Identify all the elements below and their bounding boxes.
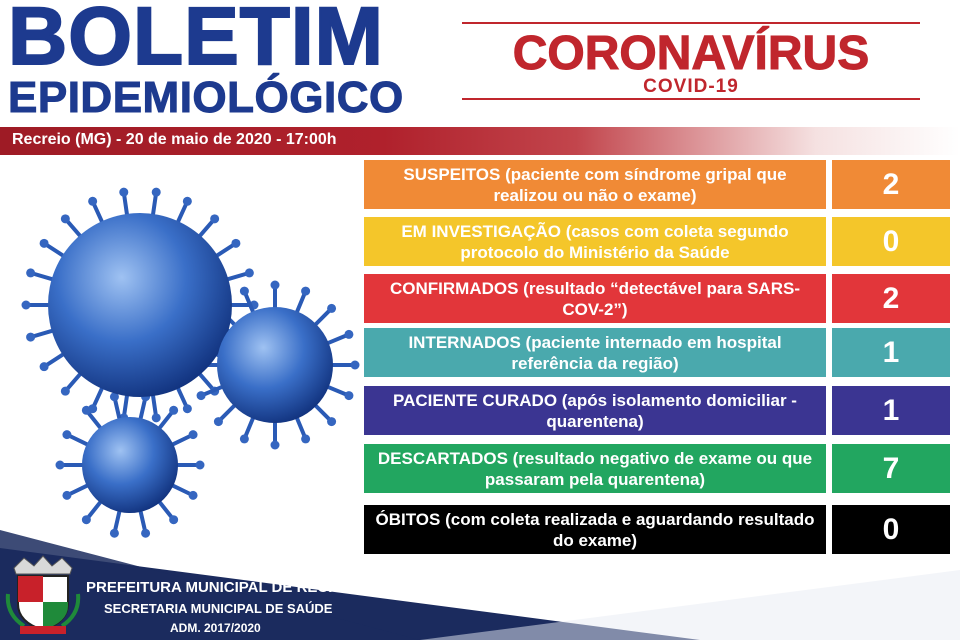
- stat-row: [364, 217, 950, 266]
- stat-row: [364, 160, 950, 209]
- divider-top: [462, 22, 920, 24]
- stat-row: [364, 274, 950, 323]
- footer-health-secretariat: SECRETARIA MUNICIPAL DE SAÚDE: [104, 601, 333, 616]
- stat-label: EM INVESTIGAÇÃO (casos com coleta segundo protocolo do Ministério da Saúde: [364, 217, 826, 266]
- municipal-crest-icon: [4, 554, 82, 636]
- footer-city-hall: PREFEITURA MUNICIPAL DE RECREIO: [86, 579, 365, 596]
- stat-value: 2: [832, 274, 950, 323]
- bulletin-subtitle: EPIDEMIOLÓGICO: [8, 73, 404, 122]
- disease-subtitle: COVID-19: [643, 76, 739, 97]
- disease-title: CORONAVÍRUS: [512, 27, 870, 80]
- stat-value: 0: [832, 217, 950, 266]
- stat-label: PACIENTE CURADO (após isolamento domiciliar - quarentena): [364, 386, 826, 435]
- stat-label: CONFIRMADOS (resultado “detectável para SARS-COV-2”): [364, 274, 826, 323]
- footer-administration: ADM. 2017/2020: [170, 621, 261, 635]
- stat-label: SUSPEITOS (paciente com síndrome gripal que realizou ou não o exame): [364, 160, 826, 209]
- virus-small: [82, 417, 178, 513]
- virus-large: [48, 213, 232, 397]
- stat-row: [364, 386, 950, 435]
- bulletin-title: BOLETIM: [8, 0, 384, 82]
- stat-value: 0: [832, 505, 950, 554]
- stat-label: DESCARTADOS (resultado negativo de exame ou que passaram pela quarentena): [364, 444, 826, 493]
- stat-value: 1: [832, 386, 950, 435]
- dateline-text: Recreio (MG) - 20 de maio de 2020 - 17:00h: [12, 131, 337, 148]
- coronavirus-illustration: [0, 160, 370, 550]
- stat-row: [364, 328, 950, 377]
- stat-label: INTERNADOS (paciente internado em hospital referência da região): [364, 328, 826, 377]
- virus-medium: [217, 307, 333, 423]
- stat-label: ÓBITOS (com coleta realizada e aguardando resultado do exame): [364, 505, 826, 554]
- stat-value: 2: [832, 160, 950, 209]
- stat-value: 1: [832, 328, 950, 377]
- stat-value: 7: [832, 444, 950, 493]
- stat-row: [364, 444, 950, 493]
- dateline-banner: [0, 127, 960, 155]
- divider-bottom: [462, 98, 920, 100]
